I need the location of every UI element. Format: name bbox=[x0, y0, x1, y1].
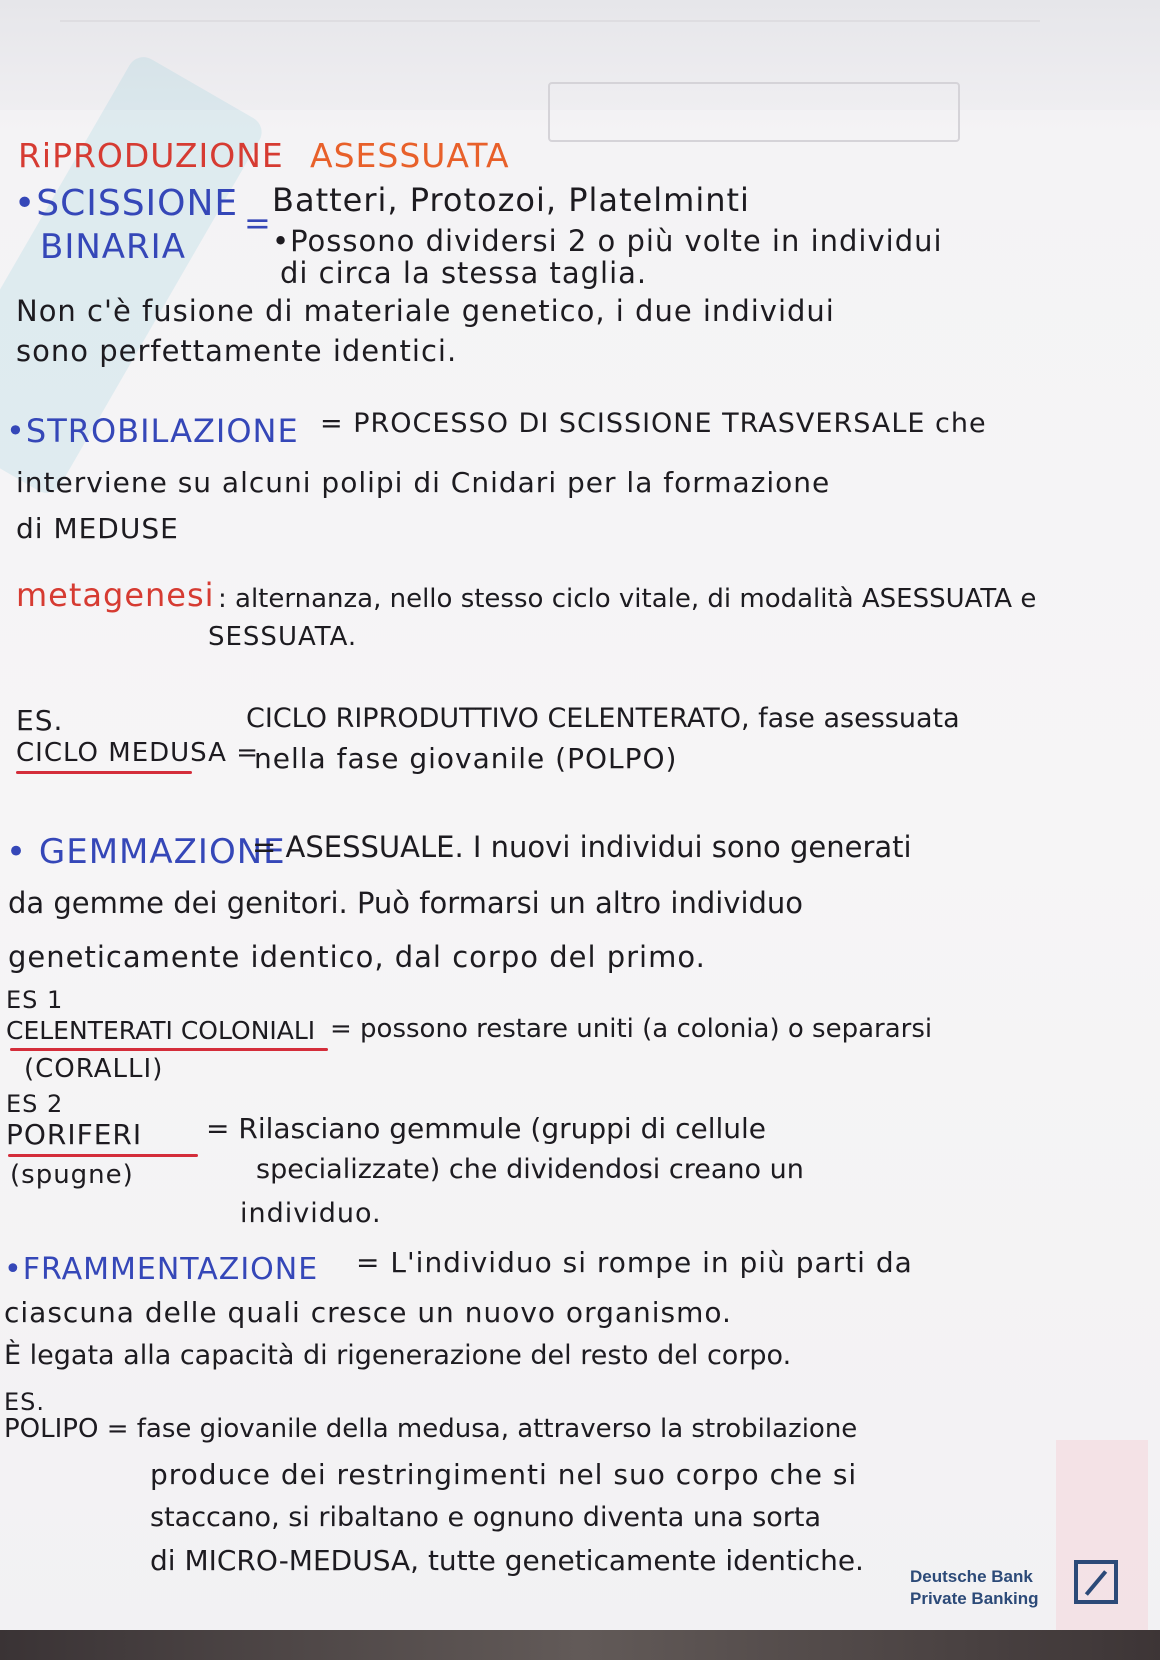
heading-metagenesi: metagenesi bbox=[16, 576, 215, 614]
text-line: : alternanza, nello stesso ciclo vitale, di modalità ASESSUATA e bbox=[218, 584, 1037, 614]
bleed-through-box bbox=[548, 82, 960, 142]
text-line: (spugne) bbox=[10, 1160, 134, 1190]
example-poriferi: PORIFERI bbox=[6, 1118, 143, 1151]
text-line: da gemme dei genitori. Può formarsi un altro individuo bbox=[8, 886, 804, 920]
underline-celenterati bbox=[10, 1048, 328, 1051]
example-ciclo-medusa: CICLO MEDUSA = bbox=[16, 738, 259, 768]
text-line: Non c'è fusione di materiale genetico, i due individui bbox=[16, 294, 835, 328]
text-line: di MEDUSE bbox=[16, 512, 179, 545]
example-label: ES. bbox=[16, 704, 64, 737]
text-line: (CORALLI) bbox=[24, 1054, 164, 1084]
bank-logo-icon bbox=[1074, 1560, 1118, 1604]
text-line: nella fase giovanile (POLPO) bbox=[254, 742, 678, 775]
text-line: POLIPO = fase giovanile della medusa, attraverso la strobilazione bbox=[4, 1414, 858, 1444]
bleed-through-line bbox=[60, 20, 1040, 22]
text-line: specializzate) che dividendosi creano un bbox=[256, 1154, 804, 1185]
example-label: ES 1 bbox=[6, 986, 64, 1014]
bank-side-panel bbox=[1056, 1440, 1148, 1650]
title-asessuata: ASESSUATA bbox=[310, 136, 510, 175]
text-line: produce dei restringimenti nel suo corpo che si bbox=[150, 1458, 858, 1491]
text-line: •Possono dividersi 2 o più volte in individui bbox=[272, 224, 943, 258]
bank-name bbox=[910, 1566, 1039, 1610]
example-celenterati: CELENTERATI COLONIALI bbox=[6, 1016, 316, 1045]
heading-frammentazione: •FRAMMENTAZIONE bbox=[4, 1252, 319, 1287]
heading-strobilazione: •STROBILAZIONE bbox=[6, 412, 299, 450]
text-line: = PROCESSO DI SCISSIONE TRASVERSALE che bbox=[320, 408, 987, 439]
heading-binaria: BINARIA bbox=[40, 227, 186, 267]
underline-poriferi bbox=[8, 1154, 198, 1157]
underline-ciclo-medusa bbox=[16, 771, 192, 774]
text-line: = possono restare uniti (a colonia) o separarsi bbox=[330, 1014, 933, 1044]
text-line: È legata alla capacità di rigenerazione del resto del corpo. bbox=[4, 1340, 792, 1371]
title-riproduzione: RiPRODUZIONE bbox=[18, 136, 284, 175]
example-label: ES 2 bbox=[6, 1090, 64, 1118]
heading-scissione: •SCISSIONE bbox=[14, 183, 239, 224]
example-label: ES. bbox=[4, 1388, 46, 1416]
bottom-edge bbox=[0, 1630, 1160, 1660]
bank-name-line-1: Deutsche Bank bbox=[910, 1567, 1033, 1586]
text-line: CICLO RIPRODUTTIVO CELENTERATO, fase asessuata bbox=[246, 703, 960, 734]
text-line: interviene su alcuni polipi di Cnidari per la formazione bbox=[16, 466, 831, 499]
heading-equals: = bbox=[244, 204, 272, 242]
text-line: = Rilasciano gemmule (gruppi di cellule bbox=[206, 1112, 766, 1145]
text-line: Batteri, Protozoi, Platelminti bbox=[272, 181, 750, 219]
bank-name-line-2: Private Banking bbox=[910, 1589, 1039, 1608]
heading-gemmazione: • GEMMAZIONE bbox=[6, 832, 286, 872]
text-line: SESSUATA. bbox=[208, 622, 358, 652]
text-line: sono perfettamente identici. bbox=[16, 334, 458, 368]
text-line: di MICRO-MEDUSA, tutte geneticamente identiche. bbox=[150, 1544, 864, 1577]
text-line: = ASESSUALE. I nuovi individui sono generati bbox=[252, 830, 912, 864]
text-line: geneticamente identico, dal corpo del primo. bbox=[8, 940, 706, 974]
text-line: = L'individuo si rompe in più parti da bbox=[356, 1246, 913, 1279]
text-line: ciascuna delle quali cresce un nuovo organismo. bbox=[4, 1296, 732, 1329]
text-line: individuo. bbox=[240, 1198, 382, 1229]
text-line: di circa la stessa taglia. bbox=[280, 256, 648, 290]
text-line: staccano, si ribaltano e ognuno diventa una sorta bbox=[150, 1502, 822, 1533]
